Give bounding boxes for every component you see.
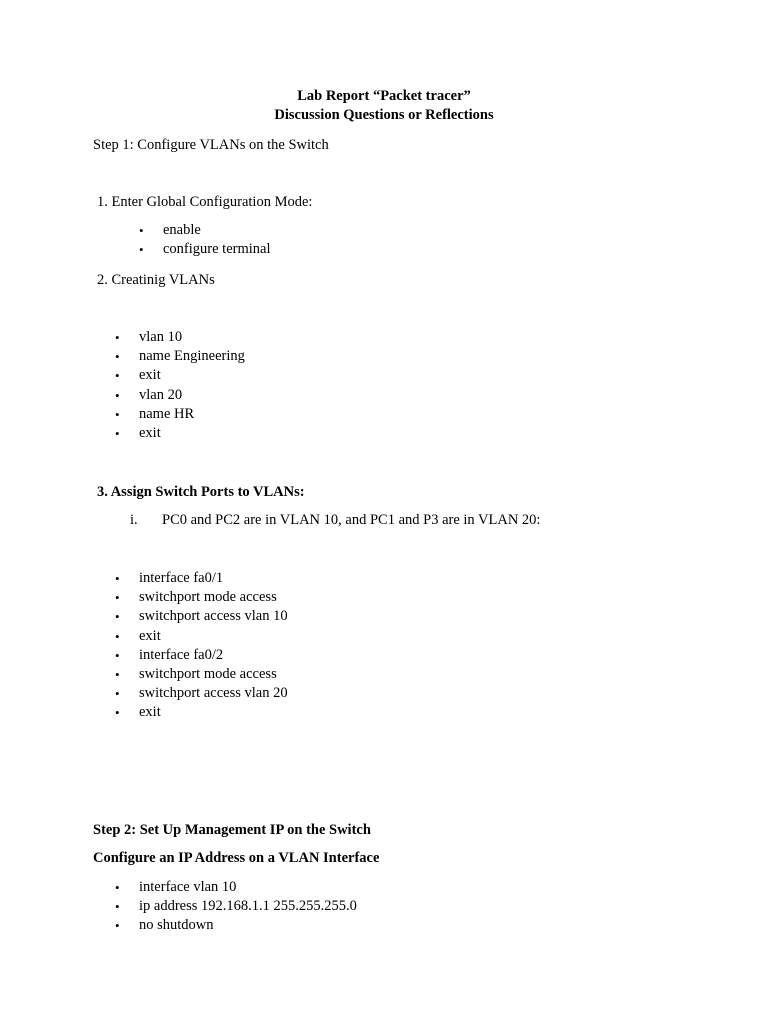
bullet-icon: •	[115, 880, 120, 895]
step1-heading: Step 1: Configure VLANs on the Switch	[93, 137, 329, 153]
bullet-icon: •	[115, 609, 120, 625]
step2-heading: Step 2: Set Up Management IP on the Switch	[93, 822, 371, 838]
bullet-icon: •	[115, 918, 120, 934]
bullet-icon: •	[115, 590, 120, 606]
bullet-icon: •	[115, 387, 120, 403]
bullet-icon: •	[139, 223, 144, 238]
bullet-icon: •	[115, 705, 120, 721]
bullet-icon: •	[115, 666, 120, 682]
bullet-icon: •	[115, 686, 120, 702]
bullet-icon: •	[115, 571, 120, 586]
bullet-icon: •	[115, 647, 120, 663]
step1-sub3-heading: 3. Assign Switch Ports to VLANs:	[97, 484, 305, 500]
step1-sub1-heading: 1. Enter Global Configuration Mode:	[97, 194, 313, 210]
bullet-icon: •	[139, 242, 144, 258]
bullet-icon: •	[115, 899, 120, 915]
bullet-icon: •	[115, 425, 120, 441]
bullet-icon: •	[115, 628, 120, 644]
roman-marker: i.	[130, 512, 138, 528]
bullet-icon: •	[115, 406, 120, 422]
document-subtitle: Discussion Questions or Reflections	[274, 107, 494, 123]
bullet-icon: •	[115, 349, 120, 365]
document-page: Lab Report “Packet tracer” Discussion Questions or Reflections Step 1: Configure VLANs on the Switch 1. Enter Global Configuration Mode: • enable • configure terminal 2. Creatinig VLANs • vlan 10 • name Engineering • exit • vlan 20 • name HR • exit 3. Assign Switch Ports to VLANs: i. PC0 and PC2 are in VLAN 10, and PC1 and P3 are in VLAN 20: • interface fa0/1 • switchport mode access • switchport access vlan 10 • exit • interface fa0/2 • switchport mode access • switchport access vlan 20 • exit Step 2: Set Up Management IP on the Switch Configure an IP Address on a VLAN Interface • interface vlan 10 • ip address 192.168.1.1 255.255.255.0 • no shutdown	[0, 0, 768, 1024]
roman-item-text: PC0 and PC2 are in VLAN 10, and PC1 and P3 are in VLAN 20:	[162, 512, 541, 528]
bullet-icon: •	[115, 368, 120, 384]
step2-subheading: Configure an IP Address on a VLAN Interface	[93, 850, 380, 866]
bullet-icon: •	[115, 330, 120, 345]
step1-sub2-heading: 2. Creatinig VLANs	[97, 272, 215, 288]
document-title: Lab Report “Packet tracer”	[297, 88, 471, 104]
